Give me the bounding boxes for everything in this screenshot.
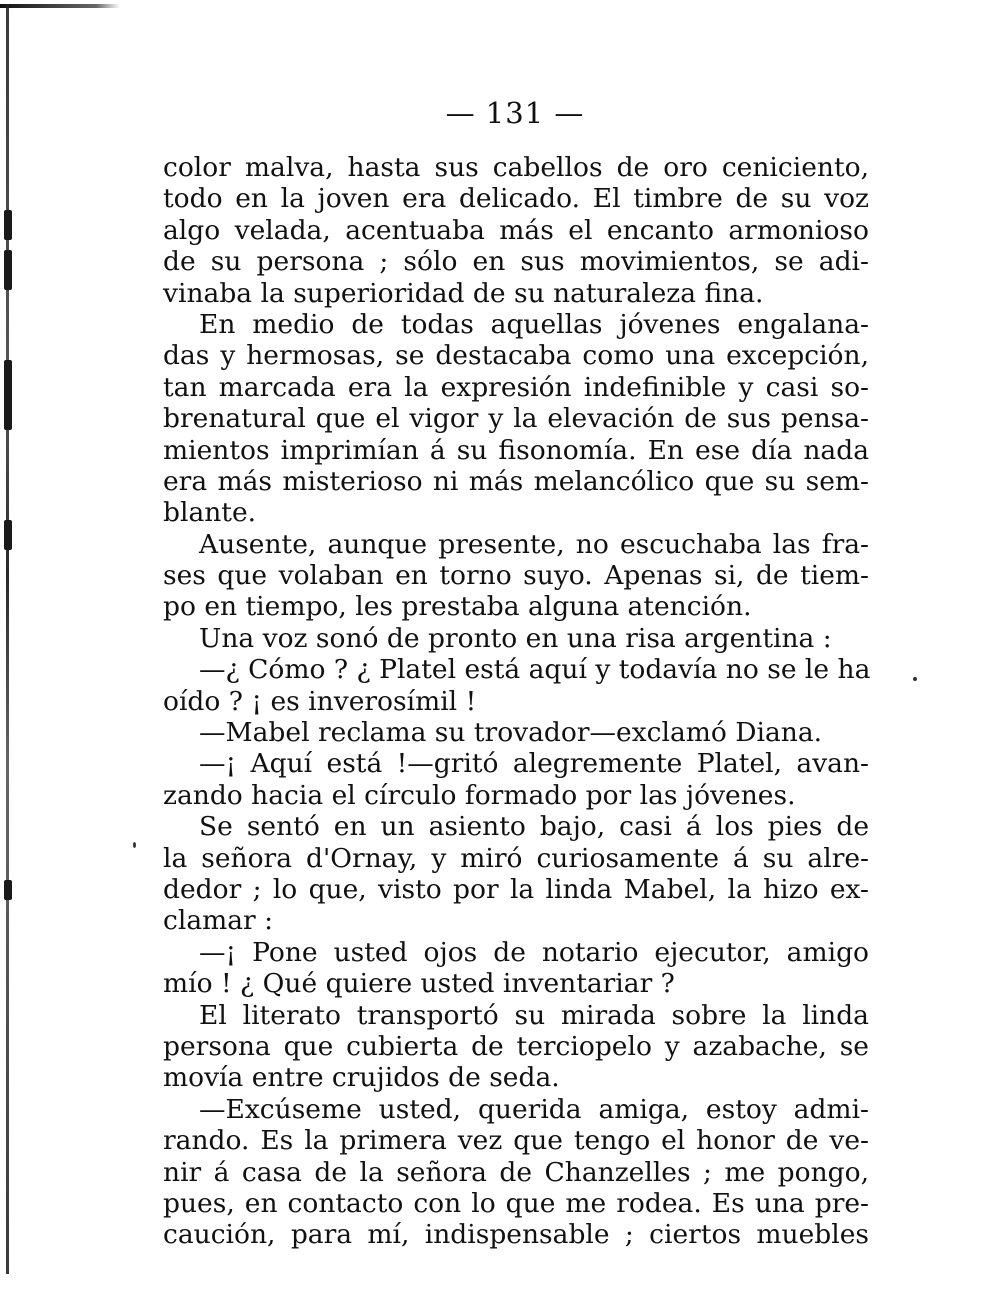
body-text: [163, 152, 869, 1251]
page-number: — 131 —: [445, 96, 585, 130]
text-line: das y hermosas, se destacaba como una excepción,: [163, 340, 869, 372]
text-line: blante.: [163, 497, 257, 529]
text-line: movía entre crujidos de seda.: [163, 1062, 560, 1094]
text-line: oído ? ¡ es inverosímil !: [163, 685, 477, 717]
text-line: caución, para mí, indispensable ; ciertos muebles: [163, 1219, 869, 1251]
binding-blot: [4, 360, 12, 430]
text-line: la señora d'Ornay, y miró curiosamente á su alre-: [163, 842, 869, 874]
text-line: dedor ; lo que, visto por la linda Mabel, la hizo ex-: [163, 873, 869, 905]
text-line: En medio de todas aquellas jóvenes engalana-: [199, 308, 869, 340]
page-binding-edge: [0, 0, 40, 1289]
text-line: El literato transportó su mirada sobre la linda: [199, 999, 869, 1031]
text-line: zando hacia el círculo formado por las jóvenes.: [163, 779, 796, 811]
text-line: —Mabel reclama su trovador—exclamó Diana.: [199, 717, 823, 749]
text-line: ses que volaban en torno suyo. Apenas si, de tiem-: [163, 560, 869, 592]
text-line: clamar :: [163, 905, 274, 937]
text-line: brenatural que el vigor y la elevación de sus pensa-: [163, 403, 869, 435]
text-line: de su persona ; sólo en sus movimientos, se adi-: [163, 246, 869, 278]
text-line: pues, en contacto con lo que me rodea. Es una pre-: [163, 1187, 869, 1219]
text-line: Una voz sonó de pronto en una risa argentina :: [199, 622, 832, 654]
text-line: mientos imprimían á su fisonomía. En ese día nada: [163, 434, 869, 466]
paper-speck: [133, 842, 136, 848]
text-line: —¡ Pone usted ojos de notario ejecutor, amigo: [199, 936, 869, 968]
text-line: era más misterioso ni más melancólico que su sem-: [163, 465, 869, 497]
text-line: vinaba la superioridad de su naturaleza fina.: [163, 277, 764, 309]
text-line: —Excúseme usted, querida amiga, estoy admi-: [199, 1093, 869, 1125]
binding-top-mark: [0, 4, 120, 8]
text-line: Ausente, aunque presente, no escuchaba las fra-: [199, 528, 869, 560]
binding-blot: [4, 880, 12, 900]
text-line: —¿ Cómo ? ¿ Platel está aquí y todavía no se le ha: [199, 654, 871, 686]
text-line: —¡ Aquí está !—gritó alegremente Platel, avan-: [199, 748, 869, 780]
text-line: todo en la joven era delicado. El timbre de su voz: [163, 183, 869, 215]
text-line: mío ! ¿ Qué quiere usted inventariar ?: [163, 968, 675, 1000]
text-line: tan marcada era la expresión indefinible y casi so-: [163, 371, 869, 403]
text-line: persona que cubierta de terciopelo y azabache, se: [163, 1030, 869, 1062]
text-line: rando. Es la primera vez que tengo el honor de ve-: [163, 1125, 869, 1157]
binding-blot: [4, 520, 12, 550]
text-line: Se sentó en un asiento bajo, casi á los pies de: [199, 811, 869, 843]
paper-speck: [913, 677, 917, 681]
text-line: algo velada, acentuaba más el encanto armonioso: [163, 214, 869, 246]
binding-line: [6, 4, 9, 1274]
text-line: color malva, hasta sus cabellos de oro ceniciento,: [163, 152, 869, 183]
text-line: po en tiempo, les prestaba alguna atención.: [163, 591, 752, 623]
binding-blot: [4, 250, 12, 290]
text-line: nir á casa de la señora de Chanzelles ; me pongo,: [163, 1156, 869, 1188]
binding-blot: [4, 210, 12, 240]
